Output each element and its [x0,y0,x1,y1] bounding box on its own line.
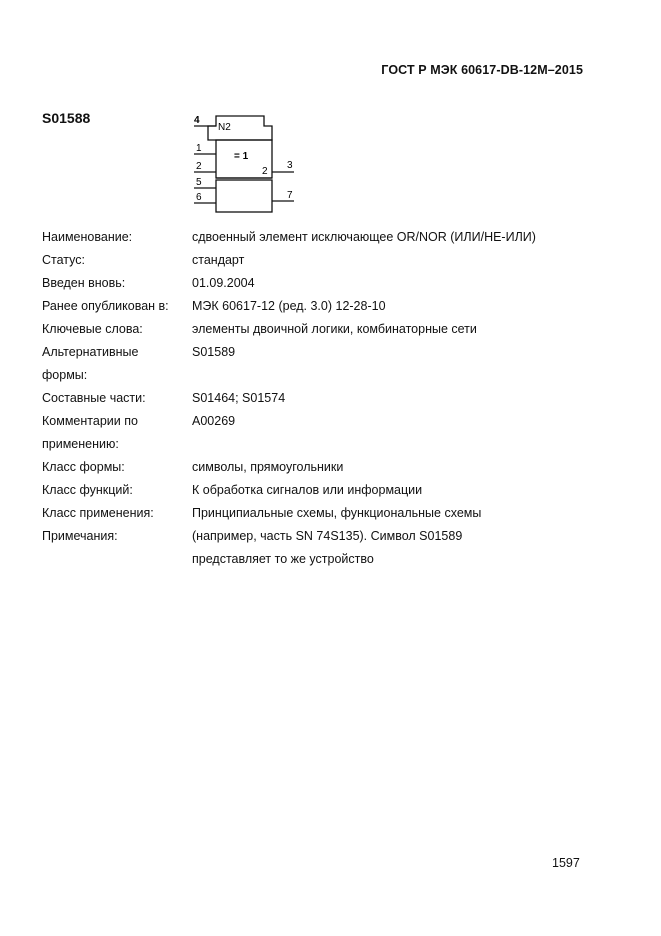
property-row-application-comments [42,410,602,456]
property-label: Класс применения: [42,506,154,520]
property-value: Принципиальные схемы, функциональные схемы [192,506,482,520]
property-label: Примечания: [42,529,118,543]
function-label: = 1 [234,151,249,162]
property-label: Статус: [42,253,85,267]
property-value: S01464; S01574 [192,391,286,405]
property-value: 01.09.2004 [192,276,255,290]
property-row-components [42,387,602,410]
property-row-application-class [42,502,602,525]
property-label: Наименование: [42,230,133,244]
properties-table [42,226,602,571]
property-label: Ранее опубликован в: [42,299,169,313]
property-row-status [42,249,602,272]
logic-symbol-diagram [186,110,306,214]
property-value: стандарт [192,253,245,267]
control-label: N2 [218,122,231,133]
property-label: Комментарии по [42,414,138,428]
property-value: S01589 [192,345,236,359]
property-label: применению: [42,437,119,451]
property-label: Ключевые слова: [42,322,143,336]
page-number: 1597 [552,856,580,870]
pin-label-6: 6 [196,192,202,203]
pin-label-7: 7 [287,190,293,201]
pin-label-5: 5 [196,177,202,188]
document-header: ГОСТ Р МЭК 60617-DB-12М–2015 [381,63,583,77]
property-label: Введен вновь: [42,276,126,290]
property-value: К обработка сигналов или информации [192,483,423,497]
pin-label-1: 1 [196,143,202,154]
property-row-notes [42,525,602,571]
inner-output-label: 2 [262,166,268,177]
pin-label-3: 3 [287,160,293,171]
property-value: представляет то же устройство [192,552,374,566]
property-row-form-class [42,456,602,479]
property-label: Составные части: [42,391,146,405]
pin-label-2: 2 [196,161,202,172]
symbol-code: S01588 [42,110,91,126]
pin-label-4: 4 [194,115,200,126]
property-value: сдвоенный элемент исключающее OR/NOR (ИЛИ/НЕ-ИЛИ) [192,230,536,244]
property-value: элементы двоичной логики, комбинаторные сети [192,322,477,336]
property-row-alternative-forms [42,341,602,387]
property-row-published [42,295,602,318]
property-value: символы, прямоугольники [192,460,344,474]
property-row-introduced [42,272,602,295]
property-value: A00269 [192,414,236,428]
element-lower [216,180,272,212]
property-label: Класс функций: [42,483,133,497]
property-label: Альтернативные [42,345,139,359]
property-row-keywords [42,318,602,341]
property-value: (например, часть SN 74S135). Символ S01589 [192,529,463,543]
property-row-function-class [42,479,602,502]
property-value: МЭК 60617-12 (ред. 3.0) 12-28-10 [192,299,386,313]
property-label: формы: [42,368,88,382]
property-label: Класс формы: [42,460,125,474]
property-row-name [42,226,602,249]
